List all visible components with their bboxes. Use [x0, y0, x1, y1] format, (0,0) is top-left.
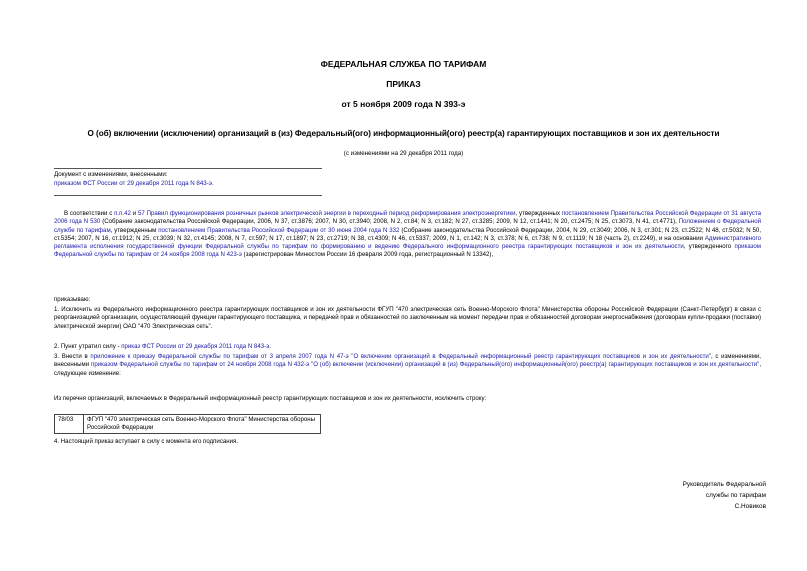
link-order-423[interactable]: приказом Федеральной службы по тарифам от 24 ноября 2008 года N 423-э	[54, 243, 761, 259]
signature-title-line1: Руководитель Федеральной	[682, 481, 766, 488]
item-3	[54, 353, 761, 378]
amendments-note: (с изменениями на 29 декабря 2011 года)	[343, 150, 464, 157]
signature-title-line2: службы по тарифам	[705, 491, 766, 499]
agency-name: ФЕДЕРАЛЬНАЯ СЛУЖБА ПО ТАРИФАМ	[320, 59, 487, 69]
item-2-text: 2. Пункт утратил силу -	[54, 343, 122, 350]
link-regulation-fst[interactable]: Положением о Федеральной службе по тарифам	[54, 218, 761, 234]
preamble-text: В соответствии с	[64, 210, 115, 217]
top-divider	[54, 168, 322, 169]
doc-type: ПРИКАЗ	[386, 79, 421, 89]
document-title: О (об) включении (исключении) организаций в (из) Федеральный(ого) информационный(ого) реестр(а) гарантирующих поставщиков и зон их деятельности	[87, 129, 720, 138]
link-admin-regulation[interactable]: Административного регламента исполнения государственной функции Федеральной службы по тарифам по формированию и ведению Федерального информационного реестра гарантирующих поставщиков и зон их деятельности	[54, 234, 761, 251]
preamble-text: , утвержденных	[515, 210, 562, 217]
table-row	[55, 415, 321, 434]
signature-block	[683, 480, 766, 512]
table-cell-code: 78/03	[55, 415, 84, 434]
orders-label: приказываю:	[54, 296, 91, 303]
link-order-843[interactable]: приказ ФСТ России от 29 декабря 2011 года N 843-э	[121, 343, 270, 350]
item-3-text: , с изменениями, внесенными	[54, 353, 761, 369]
signature-name: С.Новиков	[734, 502, 766, 510]
link-resolution-530[interactable]: постановлением Правительства Российской Федерации от 31 августа 2006 года N 530	[54, 210, 762, 226]
exclusion-text: Из перечня организаций, включаемых в Федеральный информационный реестр гарантирующих поставщиков и зон их деятельности, исключить строку:	[54, 395, 487, 402]
preamble-text: (зарегистрирован Минюстом России 16 февраля 2009 года, регистрационный N 13342),	[241, 251, 494, 259]
link-resolution-332[interactable]: постановлением Правительства Российской Федерации от 30 июня 2004 года N 332	[158, 226, 400, 234]
table-cell-org: ФГУП "470 электрическая сеть Военно-Морского Флота" Министерства обороны Российской Федерации	[84, 415, 321, 434]
item-2-text: .	[269, 343, 271, 350]
preamble-text: , утвержденным	[110, 226, 159, 234]
preamble-text: (Собрание законодательства Российской Федерации, 2006, N 37, ст.3876; 2007, N 30, ст.3940; 2008, N 2, ст.84; N 3, ст.182; N 27, ст.3285; 2009, N 12, ст.1441; N 20, ст.2475; N 25, ст.3073, N 41, ст.4771),	[100, 218, 679, 226]
preamble-text: (Собрание законодательства Российской Федерации, 2004, N 29, ст.3049; 2006, N 3, ст.301; N 23, ст.2522; N 48, ст.5032; N 50, ст.5354; 2007, N 16, ст.1912; N 25, ст.3039; N 32, ст.4145; 2008, N 7, ст.597; N 17, ст.1897; N 23, ст.2719; N 38, ст.4309; N 46, ст.5337; 2009, N 1, ст.142; N 3, ст.378; N 6, ст.738; N 9, ст.1119; N 18 (часть 2), ст.2249), и на основании	[54, 226, 762, 242]
item-3-text: , следующее изменение:	[54, 361, 762, 377]
link-order-47[interactable]: приложение к приказу Федеральной службы по тарифам от 3 апреля 2007 года N 47-э "О включении организаций в Федеральный информационный реестр гарантирующих поставщиков и зон их деятельности"	[90, 353, 712, 360]
doc-changes-link[interactable]: приказом ФСТ России от 29 декабря 2011 года N 843-э.	[54, 180, 214, 187]
bottom-divider	[54, 195, 322, 196]
link-order-432[interactable]: приказом Федеральной службы по тарифам от 24 ноября 2008 года N 432-э "О (об) включении (исключении) организаций в (из) Федеральный(ого) информационный(ого) реестр(а) гарантирующих поставщиков и зон их деятельности"	[91, 361, 760, 369]
excluded-row-table	[54, 414, 321, 434]
doc-date-number: от 5 ноября 2009 года N 393-э	[341, 99, 466, 109]
item-4: 4. Настоящий приказ вступает в силу с момента его подписания.	[54, 438, 239, 445]
doc-changes-label: Документ с изменениями, внесенными:	[54, 171, 168, 178]
preamble-paragraph	[54, 210, 761, 260]
link-item42[interactable]: п.п.42	[114, 210, 131, 217]
preamble-text: и	[130, 210, 138, 217]
item-2	[54, 343, 761, 351]
preamble-text: , утвержденного	[683, 243, 735, 251]
item-3-text: 3. Внести в	[54, 353, 91, 360]
item-1: 1. Исключить из Федерального информационного реестра гарантирующих поставщиков и зон их деятельности ФГУП "470 электрическая сеть Военно-Морского Флота" Министерства обороны Российской Федерации (Санкт-Петербург) в связи с реорганизацией организации, осуществляющей функции гарантирующего поставщика, и передачей прав и обязанностей по заключенным на момент передачи прав и обязанностей договорам энергоснабжения (договорам купли-продажи (поставки) электрической энергии) ОАО "470 Электрическая сеть".	[54, 306, 761, 330]
link-rules[interactable]: 57 Правил функционирования розничных рынков электрической энергии в переходный период реформирования электроэнергетики	[137, 210, 516, 217]
